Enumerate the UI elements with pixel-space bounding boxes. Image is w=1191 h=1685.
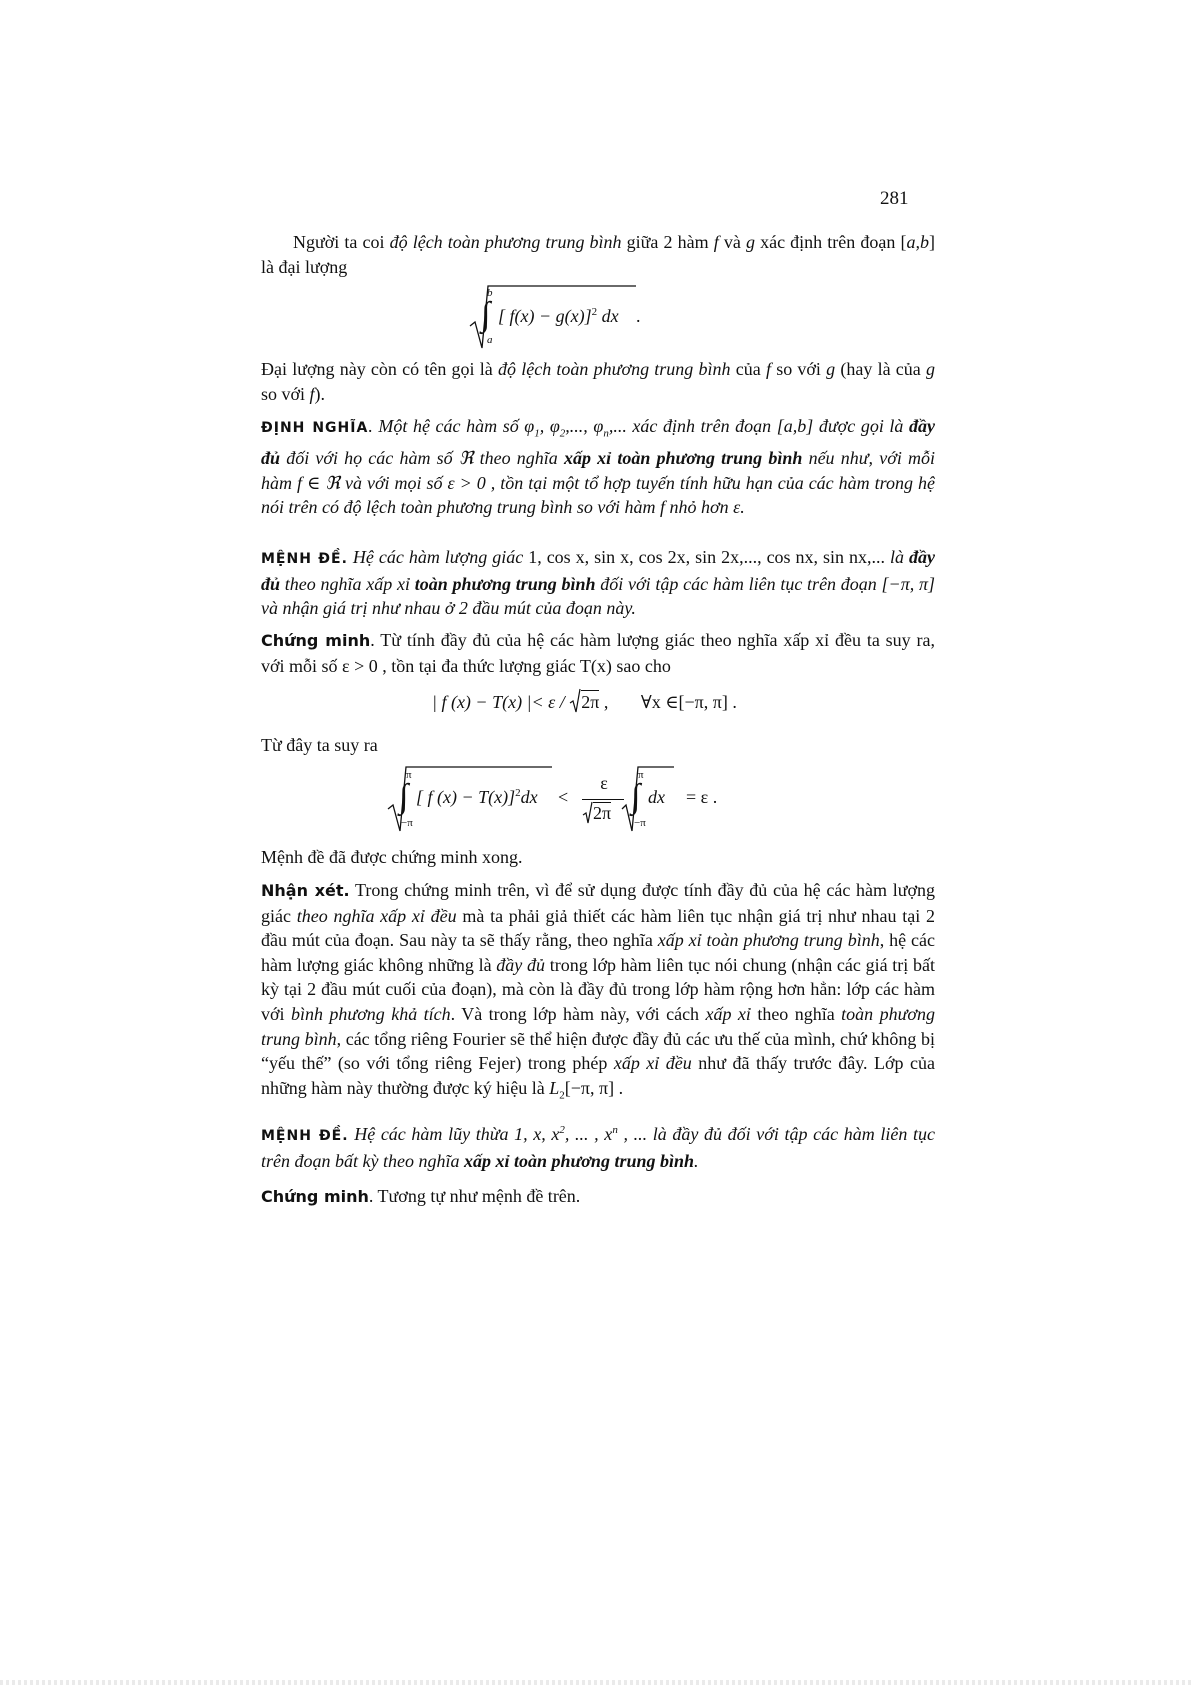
page-number: 281	[880, 188, 909, 209]
proposition-label: MỆNH ĐỀ.	[261, 551, 348, 567]
proposition-trig: MỆNH ĐỀ. Hệ các hàm lượng giác 1, cos x, sin x, cos 2x, sin 2x,..., cos nx, sin nx,... là đầy đủ theo nghĩa xấp xỉ toàn phương trung bình đối với tập các hàm liên tục trên đoạn [−π, π] và nhận giá trị như nhau ở 2 đầu mút của đoạn này.	[261, 547, 935, 619]
integral-sign: ∫	[399, 778, 409, 815]
integral-upper-limit: b	[487, 287, 493, 299]
proof-label: Chứng minh	[261, 631, 371, 650]
intro-paragraph: Người ta coi độ lệch toàn phương trung bình giữa 2 hàm f và g xác định trên đoạn [a,b] là đại lượng	[261, 232, 935, 277]
paragraph-proof-complete: Mệnh đề đã được chứng minh xong.	[261, 847, 523, 867]
proof-trig: Chứng minh. Từ tính đầy đủ của hệ các hàm lượng giác theo nghĩa xấp xỉ đều ta suy ra, với mỗi số ε > 0 , tồn tại đa thức lượng giác T(x) sao cho	[261, 630, 936, 676]
integral-sign-2: ∫	[631, 778, 641, 815]
less-than-sign: <	[558, 787, 569, 807]
proposition-power: MỆNH ĐỀ. Hệ các hàm lũy thừa 1, x, $x^2$, ... , $x^n$ , ... là đầy đủ đối với tập các hàm liên tục trên đoạn bất kỳ theo nghĩa xấp xỉ toàn phương trung bình.	[261, 1124, 935, 1171]
scan-edge	[0, 1680, 1191, 1685]
proposition-label-2: MỆNH ĐỀ.	[261, 1128, 349, 1144]
differential: dx	[648, 787, 665, 807]
integral-upper-limit: π	[406, 769, 412, 781]
integral-lower-limit: a	[487, 334, 493, 346]
proof-power: Chứng minh. Tương tự như mệnh đề trên.	[261, 1186, 581, 1206]
integral-sign: ∫	[481, 296, 491, 333]
integral-upper-limit-2: π	[638, 769, 644, 781]
integral-lower-limit: −π	[401, 817, 413, 829]
definition-block: ĐỊNH NGHĨA. Một hệ các hàm số $\varphi_1$, $\varphi_2$,..., $\varphi_n$,... xác định trên đoạn [a,b] được gọi là đầy đủ đối với họ các hàm số ℜ theo nghĩa xấp xỉ toàn phương trung bình nếu như, với mỗi hàm f ∈ ℜ và với mọi số ε > 0 , tồn tại một tổ hợp tuyến tính hữu hạn của các hàm trong hệ nói trên có độ lệch toàn phương trung bình so với hàm f nhỏ hơn ε.	[261, 416, 935, 518]
proof-label-2: Chứng minh	[261, 1187, 369, 1206]
fraction-line	[582, 799, 624, 800]
paragraph-deviation-name: Đại lượng này còn có tên gọi là độ lệch toàn phương trung bình của f so với g (hay là của g so với f).	[261, 359, 936, 404]
formula-deviation	[468, 282, 708, 352]
definition-label: ĐỊNH NGHĨA	[261, 420, 369, 436]
remark-block: Nhận xét. Trong chứng minh trên, vì để sử dụng được tính đầy đủ của hệ các hàm lượng giác theo nghĩa xấp xỉ đều mà ta phải giả thiết các hàm liên tục nhận giá trị như nhau tại 2 đầu mút của đoạn. Sau này ta sẽ thấy rằng, theo nghĩa xấp xỉ toàn phương trung bình, hệ các hàm lượng giác không những là đầy đủ trong lớp hàm liên tục nói chung (nhận các giá trị bất kỳ tại 2 đầu mút cuối của đoạn), mà còn là đầy đủ trong lớp hàm rộng hơn hẳn: lớp các hàm với bình phương khả tích. Và trong lớp hàm này, với cách xấp xỉ theo nghĩa toàn phương trung bình, các tổng riêng Fourier sẽ thể hiện được đầy đủ các ưu thế của mình, chứ không bị “yếu thế” (so với tổng riêng Fejer) trong phép xấp xỉ đều như đã thấy trước đây. Lớp của những hàm này thường được ký hiệu là $L_2[-\pi$, π] .	[261, 880, 936, 1102]
remark-label: Nhận xét.	[261, 881, 350, 900]
fraction-numerator: ε	[600, 773, 608, 793]
formula-integral-estimate	[386, 763, 766, 835]
integral-lower-limit-2: −π	[634, 817, 646, 829]
fraction-denominator: 2π	[582, 801, 611, 825]
paragraph-therefore: Từ đây ta suy ra	[261, 735, 378, 755]
sqrt-2pi: 2π	[569, 688, 599, 714]
formula-uniform-bound: | f (x) − T(x) |< ε / 2π , ∀x ∈[−π, π] .	[432, 688, 772, 718]
integrand: [ f (x) − T(x)]$^2$dx	[416, 787, 538, 807]
equals-epsilon: = ε .	[686, 787, 718, 807]
formula-period: .	[636, 306, 641, 326]
integrand: [ f(x) − g(x)]$^2$ dx	[498, 306, 619, 326]
